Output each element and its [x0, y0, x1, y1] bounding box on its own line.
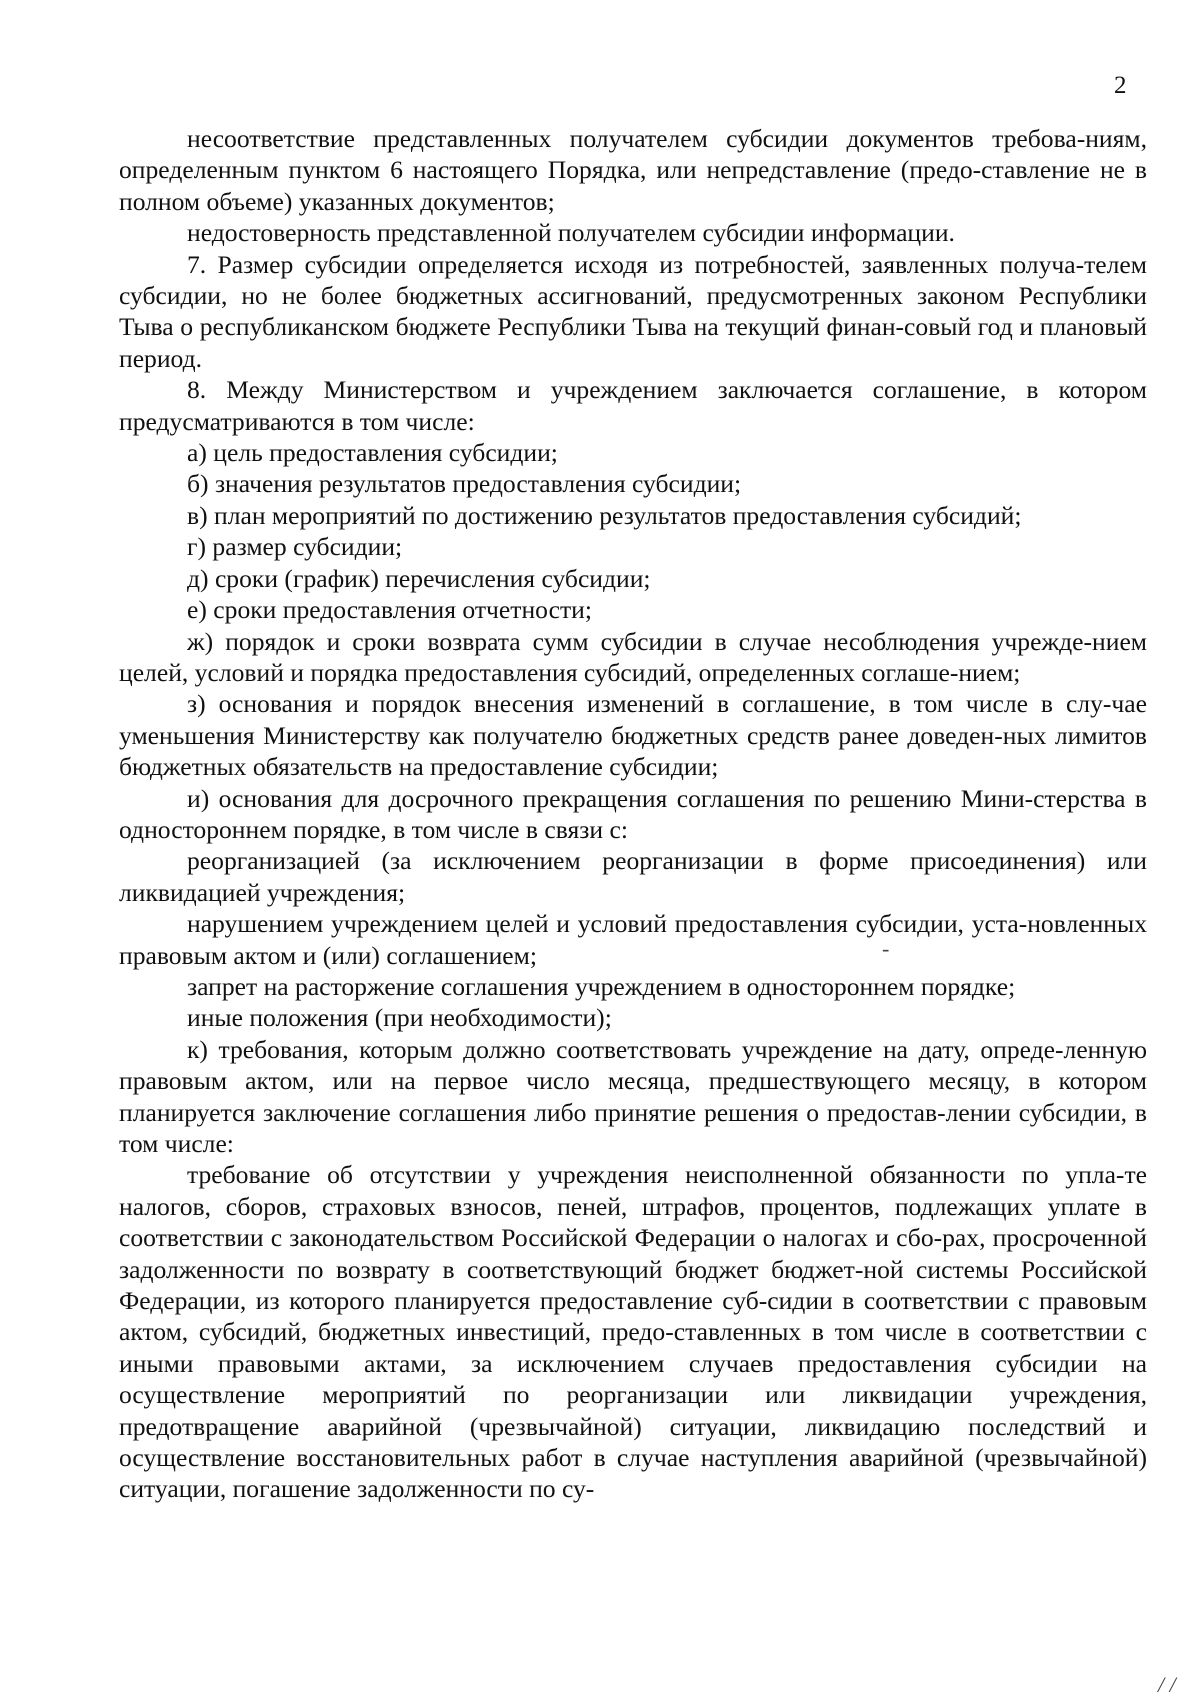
sub-item: запрет на расторжение соглашения учреждением в одностороннем порядке;: [187, 971, 1016, 1001]
sub-item: иные положения (при необходимости);: [187, 1003, 612, 1033]
list-item: д) сроки (график) перечисления субсидии;: [187, 563, 651, 593]
sub-item: требование об отсутствии у учреждения неисполненной обязанности по упла-те налогов, сборов, страховых взносов, пеней, штрафов, процентов, подлежащих уплате в соответствии с законодательством Российской Федерации о налогах и сбо-рах, просроченной задолженности по возврату в соответствующий бюджет бюджет-ной системы Российской Федерации, из которого планируется предоставление суб-сидии в соответствии с правовым актом, субсидий, бюджетных инвестиций, предо-ставленных в том числе в соответствии с иными правовыми актами, за исключением случаев предоставления субсидии на осуществление мероприятий по реорганизации или ликвидации учреждения, предотвращение аварийной (чрезвычайной) ситуации, ликвидацию последствий и осуществление восстановительных работ в случае наступления аварийной (чрезвычайной) ситуации, погашение задолженности по су-: [119, 1160, 1147, 1504]
page-number: 2: [1114, 72, 1127, 99]
list-item: в) план мероприятий по достижению результатов предоставления субсидий;: [187, 500, 1022, 530]
sub-item: нарушением учреждением целей и условий предоставления субсидии, уста-новленных правовым актом и (или) соглашением;: [119, 909, 1147, 970]
document-body: [119, 123, 1147, 1505]
paragraph: несоответствие представленных получателем субсидии документов требова-ниям, определенным пунктом 6 настоящего Порядка, или непредставление (предо-ставление не в полном объеме) указанных документов;: [119, 124, 1147, 216]
stray-mark: -: [882, 936, 890, 961]
paragraph: недостоверность представленной получателем субсидии информации.: [187, 218, 955, 248]
corner-mark: / /: [1158, 1672, 1176, 1697]
list-item: ж) порядок и сроки возврата сумм субсидии в случае несоблюдения учрежде-нием целей, условий и порядка предоставления субсидий, определенных соглаше-нием;: [119, 626, 1147, 687]
list-item: е) сроки предоставления отчетности;: [187, 595, 592, 625]
sub-item: реорганизацией (за исключением реорганизации в форме присоединения) или ликвидацией учреждения;: [119, 846, 1147, 907]
list-item: з) основания и порядок внесения изменений в соглашение, в том числе в слу-чае уменьшения Министерству как получателю бюджетных средств ранее доведен-ных лимитов бюджетных обязательств на предоставление субсидии;: [119, 689, 1147, 782]
list-item: к) требования, которым должно соответствовать учреждение на дату, опреде-ленную правовым актом, или на первое число месяца, предшествующего месяцу, в котором планируется заключение соглашения либо принятие решения о предостав-лении субсидии, в том числе:: [119, 1034, 1147, 1158]
paragraph: 7. Размер субсидии определяется исходя из потребностей, заявленных получа-телем субсидии, но не более бюджетных ассигнований, предусмотренных законом Республики Тыва о республиканском бюджете Республики Тыва на текущий финан-совый год и плановый период.: [119, 249, 1147, 373]
paragraph: 8. Между Министерством и учреждением заключается соглашение, в котором предусматриваются в том числе:: [119, 375, 1147, 436]
list-item: б) значения результатов предоставления субсидии;: [187, 469, 742, 499]
list-item: а) цель предоставления субсидии;: [187, 438, 558, 468]
list-item: г) размер субсидии;: [187, 532, 403, 562]
list-item: и) основания для досрочного прекращения соглашения по решению Мини-стерства в одностороннем порядке, в том числе в связи с:: [119, 783, 1147, 844]
